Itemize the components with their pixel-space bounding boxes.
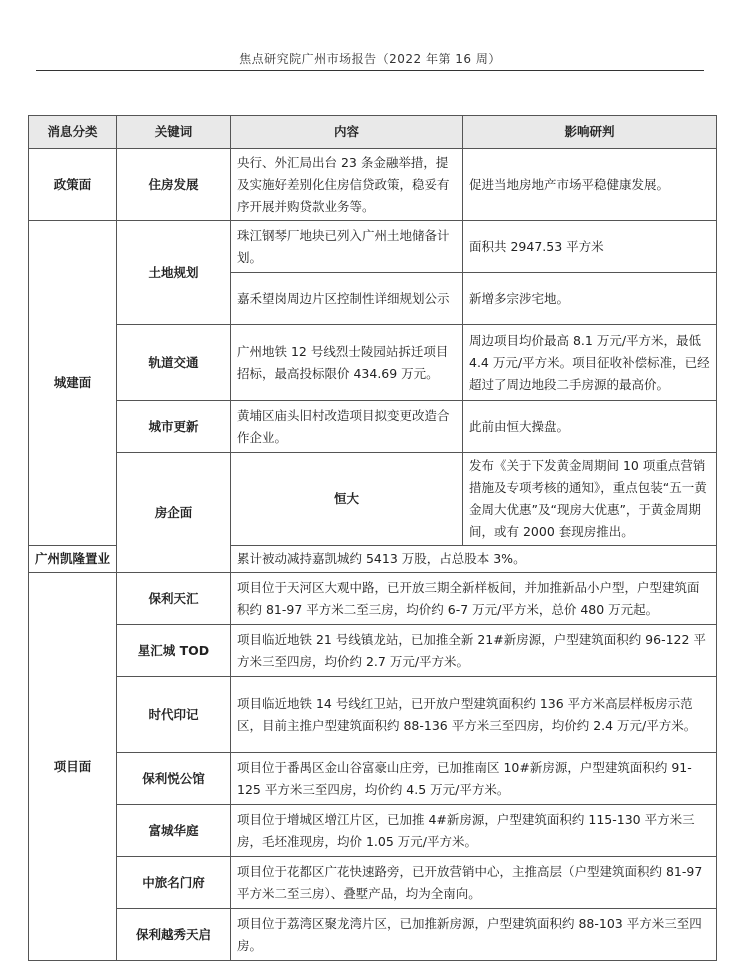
header-divider (36, 70, 704, 71)
table-row (29, 573, 717, 625)
keyword-cell: 中旅名门府 (117, 857, 231, 909)
keyword-cell: 城市更新 (117, 401, 231, 453)
content-cell: 项目位于增城区增江片区，已加推 4#新房源，户型建筑面积约 115-130 平方米三房，毛坯准现房，均价 1.05 万元/平方米。 (231, 805, 717, 857)
keyword-cell: 富城华庭 (117, 805, 231, 857)
report-header-title: 焦点研究院广州市场报告（2022 年第 16 周） (239, 52, 501, 66)
column-header-impact: 影响研判 (463, 116, 717, 149)
content-cell: 嘉禾望岗周边片区控制性详细规划公示 (231, 273, 463, 325)
content-cell: 项目临近地铁 14 号线红卫站，已开放户型建筑面积约 136 平方米高层样板房示范区，目前主推户型建筑面积约 88-136 平方米三至四房，均价约 2.4 万元/平方米。 (231, 677, 717, 753)
table-row (29, 453, 717, 546)
column-header-content: 内容 (231, 116, 463, 149)
content-cell: 项目位于番禺区金山谷富豪山庄旁，已加推南区 10#新房源，户型建筑面积约 91-125 平方米三至四房，均价约 4.5 万元/平方米。 (231, 753, 717, 805)
table-row (29, 909, 717, 961)
keyword-cell: 恒大 (231, 453, 463, 546)
table-row (29, 221, 717, 273)
content-cell: 央行、外汇局出台 23 条金融举措，提及实施好差别化住房信贷政策，稳妥有序开展并购贷款业务等。 (231, 149, 463, 221)
content-cell: 珠江钢琴厂地块已列入广州土地储备计划。 (231, 221, 463, 273)
news-table (28, 115, 717, 961)
keyword-cell: 星汇城 TOD (117, 625, 231, 677)
content-cell: 黄埔区庙头旧村改造项目拟变更改造合作企业。 (231, 401, 463, 453)
impact-cell: 周边项目均价最高 8.1 万元/平方米，最低 4.4 万元/平方米。项目征收补偿标准，已经超过了周边地段二手房源的最高价。 (463, 325, 717, 401)
table-row (29, 805, 717, 857)
impact-cell: 新增多宗涉宅地。 (463, 273, 717, 325)
category-developer: 房企面 (117, 453, 231, 573)
content-cell: 项目位于花都区广花快速路旁，已开放营销中心，主推高层（户型建筑面积约 81-97 平方米二至三房）、叠墅产品，均为全南向。 (231, 857, 717, 909)
keyword-cell: 住房发展 (117, 149, 231, 221)
table-row (29, 325, 717, 401)
content-cell: 项目临近地铁 21 号线镇龙站，已加推全新 21#新房源，户型建筑面积约 96-122 平方米三至四房，均价约 2.7 万元/平方米。 (231, 625, 717, 677)
content-cell: 广州地铁 12 号线烈士陵园站拆迁项目招标，最高投标限价 434.69 万元。 (231, 325, 463, 401)
category-project: 项目面 (29, 573, 117, 961)
impact-cell: 促进当地房地产市场平稳健康发展。 (463, 149, 717, 221)
content-cell: 项目位于荔湾区聚龙湾片区，已加推新房源，户型建筑面积约 88-103 平方米三至四房。 (231, 909, 717, 961)
keyword-cell: 保利越秀天启 (117, 909, 231, 961)
table-row (29, 401, 717, 453)
content-cell: 发布《关于下发黄金周期间 10 项重点营销措施及专项考核的通知》，重点包装“五一黄金周大优惠”及“现房大优惠”，于黄金周期间，或有 2000 套现房推出。 (463, 453, 717, 546)
table-row (29, 149, 717, 221)
impact-cell: 此前由恒大操盘。 (463, 401, 717, 453)
keyword-cell: 保利悦公馆 (117, 753, 231, 805)
table-row (29, 625, 717, 677)
table-header-row (29, 116, 717, 149)
content-cell: 累计被动减持嘉凯城约 5413 万股，占总股本 3%。 (231, 546, 717, 573)
category-urban: 城建面 (29, 221, 117, 546)
table-row (29, 857, 717, 909)
impact-cell: 面积共 2947.53 平方米 (463, 221, 717, 273)
table-row (29, 677, 717, 753)
content-cell: 项目位于天河区大观中路，已开放三期全新样板间，并加推新品小户型，户型建筑面积约 81-97 平方米二至三房，均价约 6-7 万元/平方米，总价 480 万元起。 (231, 573, 717, 625)
keyword-cell: 保利天汇 (117, 573, 231, 625)
table-row (29, 753, 717, 805)
keyword-cell: 轨道交通 (117, 325, 231, 401)
keyword-cell: 时代印记 (117, 677, 231, 753)
keyword-cell: 广州凯隆置业 (29, 546, 117, 573)
category-policy: 政策面 (29, 149, 117, 221)
column-header-keyword: 关键词 (117, 116, 231, 149)
keyword-cell: 土地规划 (117, 221, 231, 325)
column-header-category: 消息分类 (29, 116, 117, 149)
